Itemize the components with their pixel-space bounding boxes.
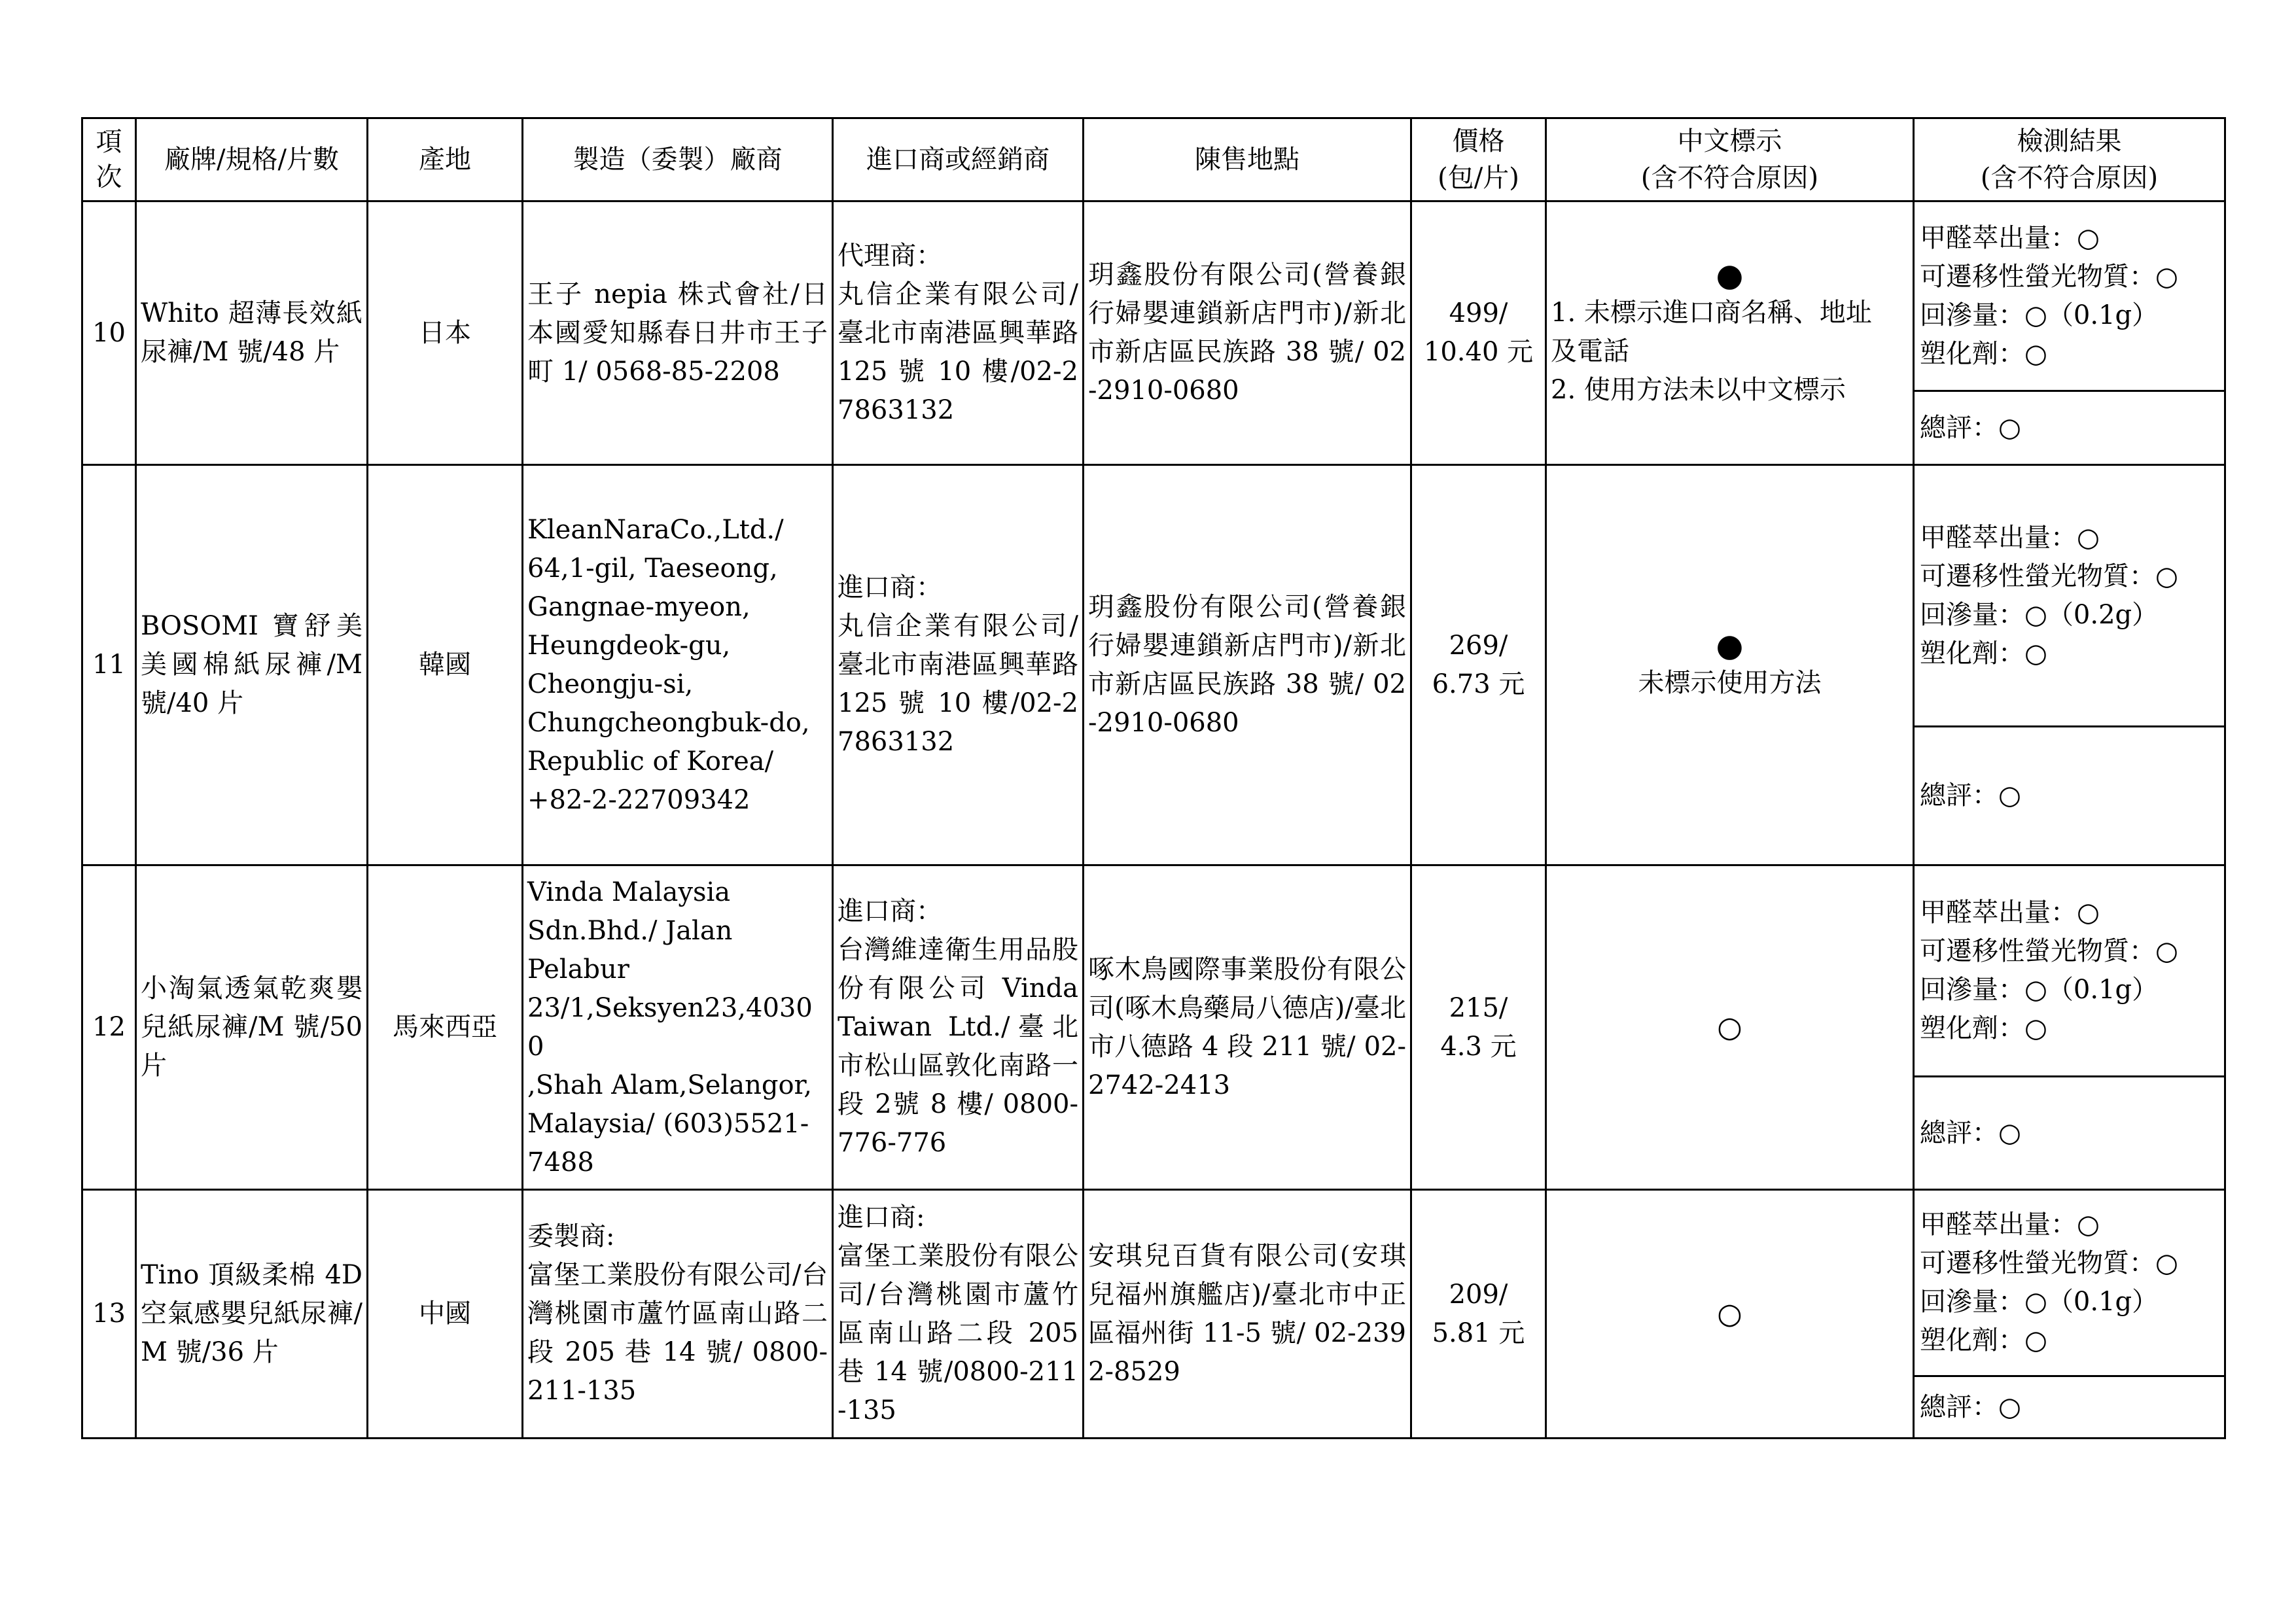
brand-spec: 小淘氣透氣乾爽嬰兒紙尿褲/M 號/50 片	[136, 865, 368, 1190]
test-item: 可遷移性螢光物質：○	[1920, 261, 2178, 292]
table-body	[82, 201, 2225, 1439]
test-results	[1914, 865, 2225, 1077]
test-item: 甲醛萃出量：○	[1920, 222, 2100, 253]
origin: 中國	[368, 1190, 523, 1439]
manufacturer: Vinda Malaysia Sdn.Bhd./ Jalan Pelabur 23/1,Seksyen23,40300 ,Shah Alam,Selangor, Malaysia/ (603)5521- 7488	[523, 865, 833, 1190]
origin: 馬來西亞	[368, 865, 523, 1190]
overall-rating: 總評：○	[1914, 727, 2225, 865]
importer: 進口商： 台灣維達衛生用品股份有限公司 Vinda Taiwan Ltd./臺北市松山區敦化南路一段 2號 8 樓/ 0800-776-776	[833, 865, 1084, 1190]
manufacturer: 委製商: 富堡工業股份有限公司/台灣桃園市蘆竹區南山路二段 205 巷 14 號/ 0800-211-135	[523, 1190, 833, 1439]
label-status-mark: ○	[1717, 1011, 1742, 1044]
header-brand: 廠牌/規格/片數	[136, 118, 368, 201]
importer: 代理商： 丸信企業有限公司/臺北市南港區興華路 125 號 10 樓/02-27863132	[833, 201, 1084, 465]
overall-rating: 總評：○	[1914, 1376, 2225, 1439]
overall-rating: 總評：○	[1914, 391, 2225, 465]
row-number: 12	[82, 865, 136, 1190]
test-item: 塑化劑：○	[1920, 1325, 2047, 1355]
row-number: 10	[82, 201, 136, 465]
test-item: 可遷移性螢光物質：○	[1920, 936, 2178, 966]
sale-location: 玥鑫股份有限公司(營養銀行婦嬰連鎖新店門市)/新北市新店區民族路 38 號/ 02-2910-0680	[1084, 201, 1411, 465]
test-results	[1914, 201, 2225, 391]
test-item: 塑化劑：○	[1920, 1013, 2047, 1043]
label-reason: 未標示使用方法	[1638, 668, 1822, 698]
header-origin: 產地	[368, 118, 523, 201]
brand-spec: Whito 超薄長效紙尿褲/M 號/48 片	[136, 201, 368, 465]
header-price: 價格 (包/片)	[1411, 118, 1546, 201]
header-maker: 製造（委製）廠商	[523, 118, 833, 201]
test-item: 回滲量：○（0.2g）	[1920, 599, 2159, 630]
manufacturer: 王子 nepia 株式會社/日本國愛知縣春日井市王子町 1/ 0568-85-2208	[523, 201, 833, 465]
header-importer: 進口商或經銷商	[833, 118, 1084, 201]
sale-location: 安琪兒百貨有限公司(安琪兒福州旗艦店)/臺北市中正區福州街 11-5 號/ 02-2392-8529	[1084, 1190, 1411, 1439]
chinese-label-result	[1546, 1190, 1914, 1439]
chinese-label-result	[1546, 865, 1914, 1190]
manufacturer: KleanNaraCo.,Ltd./ 64,1-gil, Taeseong, Gangnae-myeon, Heungdeok-gu, Cheongju-si, Chungcheongbuk-do, Republic of Korea/ +82-2-22709342	[523, 465, 833, 865]
row-number: 13	[82, 1190, 136, 1439]
origin: 韓國	[368, 465, 523, 865]
table-header	[82, 118, 2225, 201]
price: 215/ 4.3 元	[1411, 865, 1546, 1190]
test-item: 回滲量：○（0.1g）	[1920, 1287, 2159, 1317]
chinese-label-result	[1546, 465, 1914, 865]
test-results	[1914, 465, 2225, 727]
test-item: 塑化劑：○	[1920, 338, 2047, 369]
brand-spec: BOSOMI 寶舒美美國棉紙尿褲/M 號/40 片	[136, 465, 368, 865]
chinese-label-result	[1546, 201, 1914, 465]
importer: 進口商: 富堡工業股份有限公司/台灣桃園市蘆竹區南山路二段 205 巷 14 號/0800-211-135	[833, 1190, 1084, 1439]
row-number: 11	[82, 465, 136, 865]
sale-location: 啄木鳥國際事業股份有限公司(啄木鳥藥局八德店)/臺北市八德路 4 段 211 號/ 02-2742-2413	[1084, 865, 1411, 1190]
test-item: 甲醛萃出量：○	[1920, 898, 2100, 928]
header-label: 中文標示 (含不符合原因)	[1546, 118, 1914, 201]
test-item: 回滲量：○（0.1g）	[1920, 300, 2159, 330]
test-item: 可遷移性螢光物質：○	[1920, 561, 2178, 591]
overall-rating: 總評：○	[1914, 1077, 2225, 1190]
test-item: 可遷移性螢光物質：○	[1920, 1248, 2178, 1278]
test-item: 塑化劑：○	[1920, 638, 2047, 669]
label-status-mark: ●	[1716, 256, 1744, 294]
label-reason: 2. 使用方法未以中文標示	[1551, 374, 1846, 405]
header-no: 項 次	[82, 118, 136, 201]
header-test: 檢測結果 (含不符合原因)	[1914, 118, 2225, 201]
test-item: 甲醛萃出量：○	[1920, 1210, 2100, 1240]
price: 269/ 6.73 元	[1411, 465, 1546, 865]
label-status-mark: ●	[1716, 627, 1744, 664]
test-item: 回滲量：○（0.1g）	[1920, 975, 2159, 1005]
inspection-table	[81, 117, 2226, 1439]
price: 499/ 10.40 元	[1411, 201, 1546, 465]
origin: 日本	[368, 201, 523, 465]
test-item: 甲醛萃出量：○	[1920, 522, 2100, 553]
test-results	[1914, 1190, 2225, 1376]
header-store: 陳售地點	[1084, 118, 1411, 201]
label-status-mark: ○	[1717, 1297, 1742, 1331]
brand-spec: Tino 頂級柔棉 4D 空氣感嬰兒紙尿褲/M 號/36 片	[136, 1190, 368, 1439]
price: 209/ 5.81 元	[1411, 1190, 1546, 1439]
importer: 進口商： 丸信企業有限公司/臺北市南港區興華路 125 號 10 樓/02-27863132	[833, 465, 1084, 865]
sale-location: 玥鑫股份有限公司(營養銀行婦嬰連鎖新店門市)/新北市新店區民族路 38 號/ 02-2910-0680	[1084, 465, 1411, 865]
label-reason: 1. 未標示進口商名稱、地址 及電話	[1551, 297, 1872, 366]
